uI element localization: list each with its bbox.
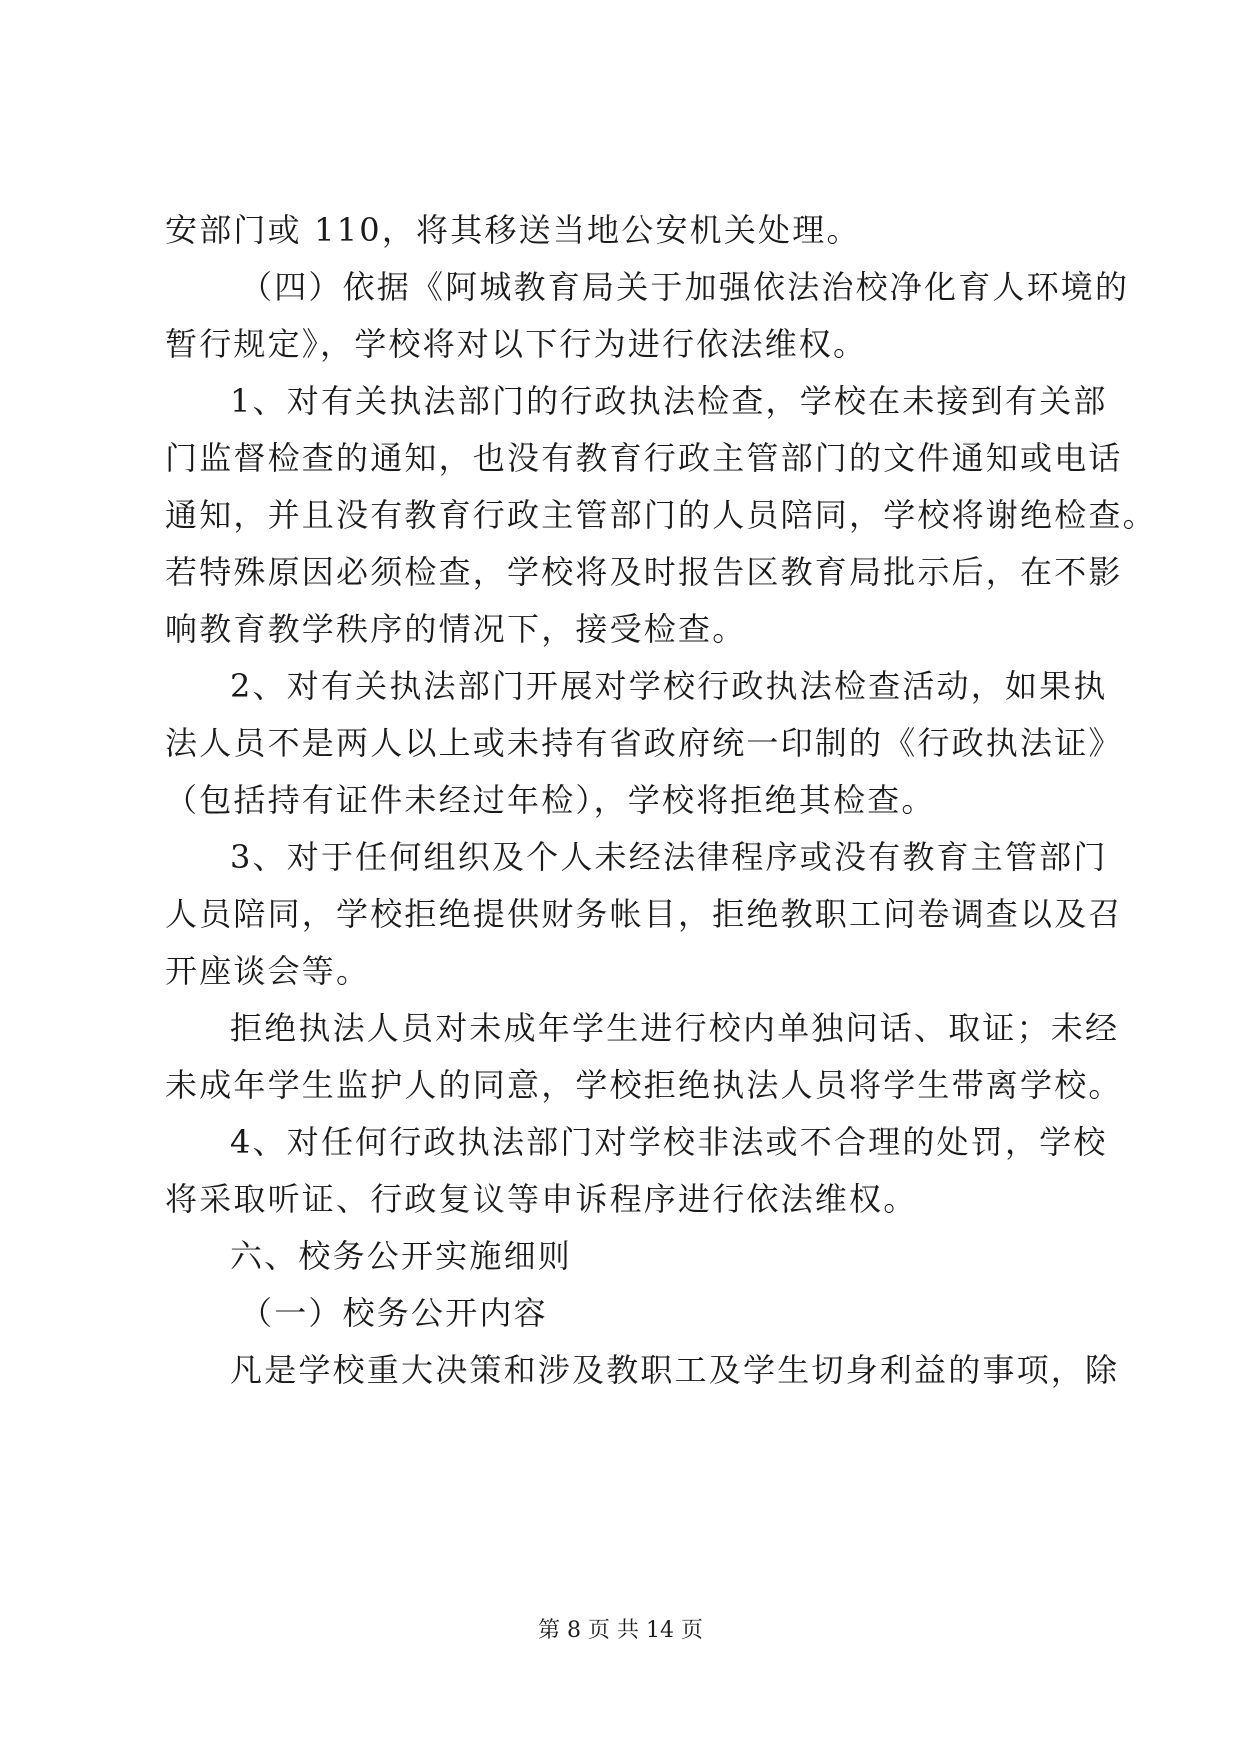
body-line-13: 人员陪同，学校拒绝提供财务帐目，拒绝教职工问卷调查以及召 [165, 895, 1123, 933]
body-line-3: 暂行规定》，学校将对以下行为进行依法维权。 [165, 325, 868, 363]
page-number-footer: 第 8 页 共 14 页 [538, 1618, 703, 1643]
body-line-5: 门监督检查的通知，也没有教育行政主管部门的文件通知或电话 [165, 439, 1123, 477]
body-line-6: 通知，并且没有教育行政主管部门的人员陪同，学校将谢绝检查。 [165, 496, 1157, 534]
body-line-8: 响教育教学秩序的情况下，接受检查。 [165, 610, 747, 648]
body-line-11: （包括持有证件未经过年检），学校将拒绝其检查。 [165, 781, 936, 819]
body-line-15: 拒绝执法人员对未成年学生进行校内单独问话、取证；未经 [230, 1009, 1120, 1047]
body-line-4: 1、对有关执法部门的行政执法检查，学校在未接到有关部 [230, 382, 1108, 420]
body-line-16: 未成年学生监护人的同意，学校拒绝执法人员将学生带离学校。 [165, 1066, 1123, 1104]
section-heading: 六、校务公开实施细则 [230, 1237, 573, 1275]
body-line-1: 安部门或 110，将其移送当地公安机关处理。 [165, 211, 861, 249]
body-line-7: 若特殊原因必须检查，学校将及时报告区教育局批示后，在不影 [165, 553, 1123, 591]
body-line-9: 2、对有关执法部门开展对学校行政执法检查活动，如果执 [230, 667, 1108, 705]
body-line-18: 将采取听证、行政复议等申诉程序进行依法维权。 [165, 1180, 918, 1218]
body-line-21: 凡是学校重大决策和涉及教职工及学生切身利益的事项，除 [230, 1351, 1120, 1389]
body-line-12: 3、对于任何组织及个人未经法律程序或没有教育主管部门 [230, 838, 1108, 876]
body-line-14: 开座谈会等。 [165, 952, 371, 990]
subsection-heading: （一）校务公开内容 [240, 1294, 548, 1332]
body-line-2: （四）依据《阿城教育局关于加强依法治校净化育人环境的 [240, 268, 1130, 306]
body-line-17: 4、对任何行政执法部门对学校非法或不合理的处罚，学校 [230, 1123, 1108, 1161]
body-line-10: 法人员不是两人以上或未持有省政府统一印制的《行政执法证》 [165, 724, 1123, 762]
